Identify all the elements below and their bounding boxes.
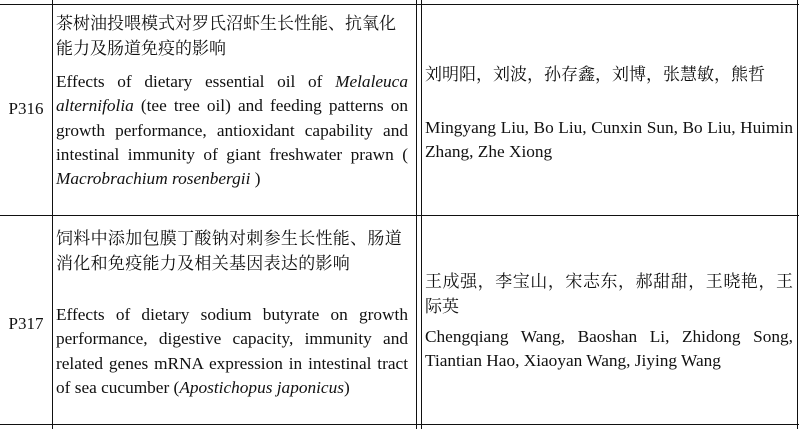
paper-id: P317 xyxy=(8,314,44,333)
authors-en: Chengqiang Wang, Baoshan Li, Zhidong Song, Tiantian Hao, Xiaoyan Wang, Jiying Wang xyxy=(425,327,793,371)
title-en: Effects of dietary essential oil of Melaleuca alternifolia (tee tree oil) and feeding patterns on growth performance, antioxidant capability and intestinal immunity of giant freshwater prawn ( Macrobrachium rosenbergii ) xyxy=(56,72,408,189)
authors-zh: 王成强，李宝山，宋志东，郝甜甜，王晓艳，王际英 xyxy=(425,272,793,317)
authors-en: Mingyang Liu, Bo Liu, Cunxin Sun, Bo Liu, Huimin Zhang, Zhe Xiong xyxy=(425,118,793,162)
table-right-border xyxy=(797,0,798,429)
title-zh: 饲料中添加包膜丁酸钠对刺参生长性能、肠道消化和免疫能力及相关基因表达的影响 xyxy=(56,229,402,274)
column-divider-authors xyxy=(416,0,417,429)
title-zh: 茶树油投喂模式对罗氏沼虾生长性能、抗氧化能力及肠道免疫的影响 xyxy=(56,14,396,59)
table-bottom-border xyxy=(0,424,799,425)
row-separator xyxy=(0,215,799,216)
column-divider-authors-inner xyxy=(421,0,422,429)
paper-id: P316 xyxy=(8,99,44,118)
column-divider-id xyxy=(52,0,53,429)
title-en: Effects of dietary sodium butyrate on growth performance, digestive capacity, immunity and related genes mRNA expression in intestinal tract of sea cucumber (Apostichopus japonicus) xyxy=(56,305,408,397)
authors-zh: 刘明阳，刘波，孙存鑫，刘博，张慧敏，熊哲 xyxy=(425,65,765,85)
table-top-border xyxy=(0,4,799,5)
